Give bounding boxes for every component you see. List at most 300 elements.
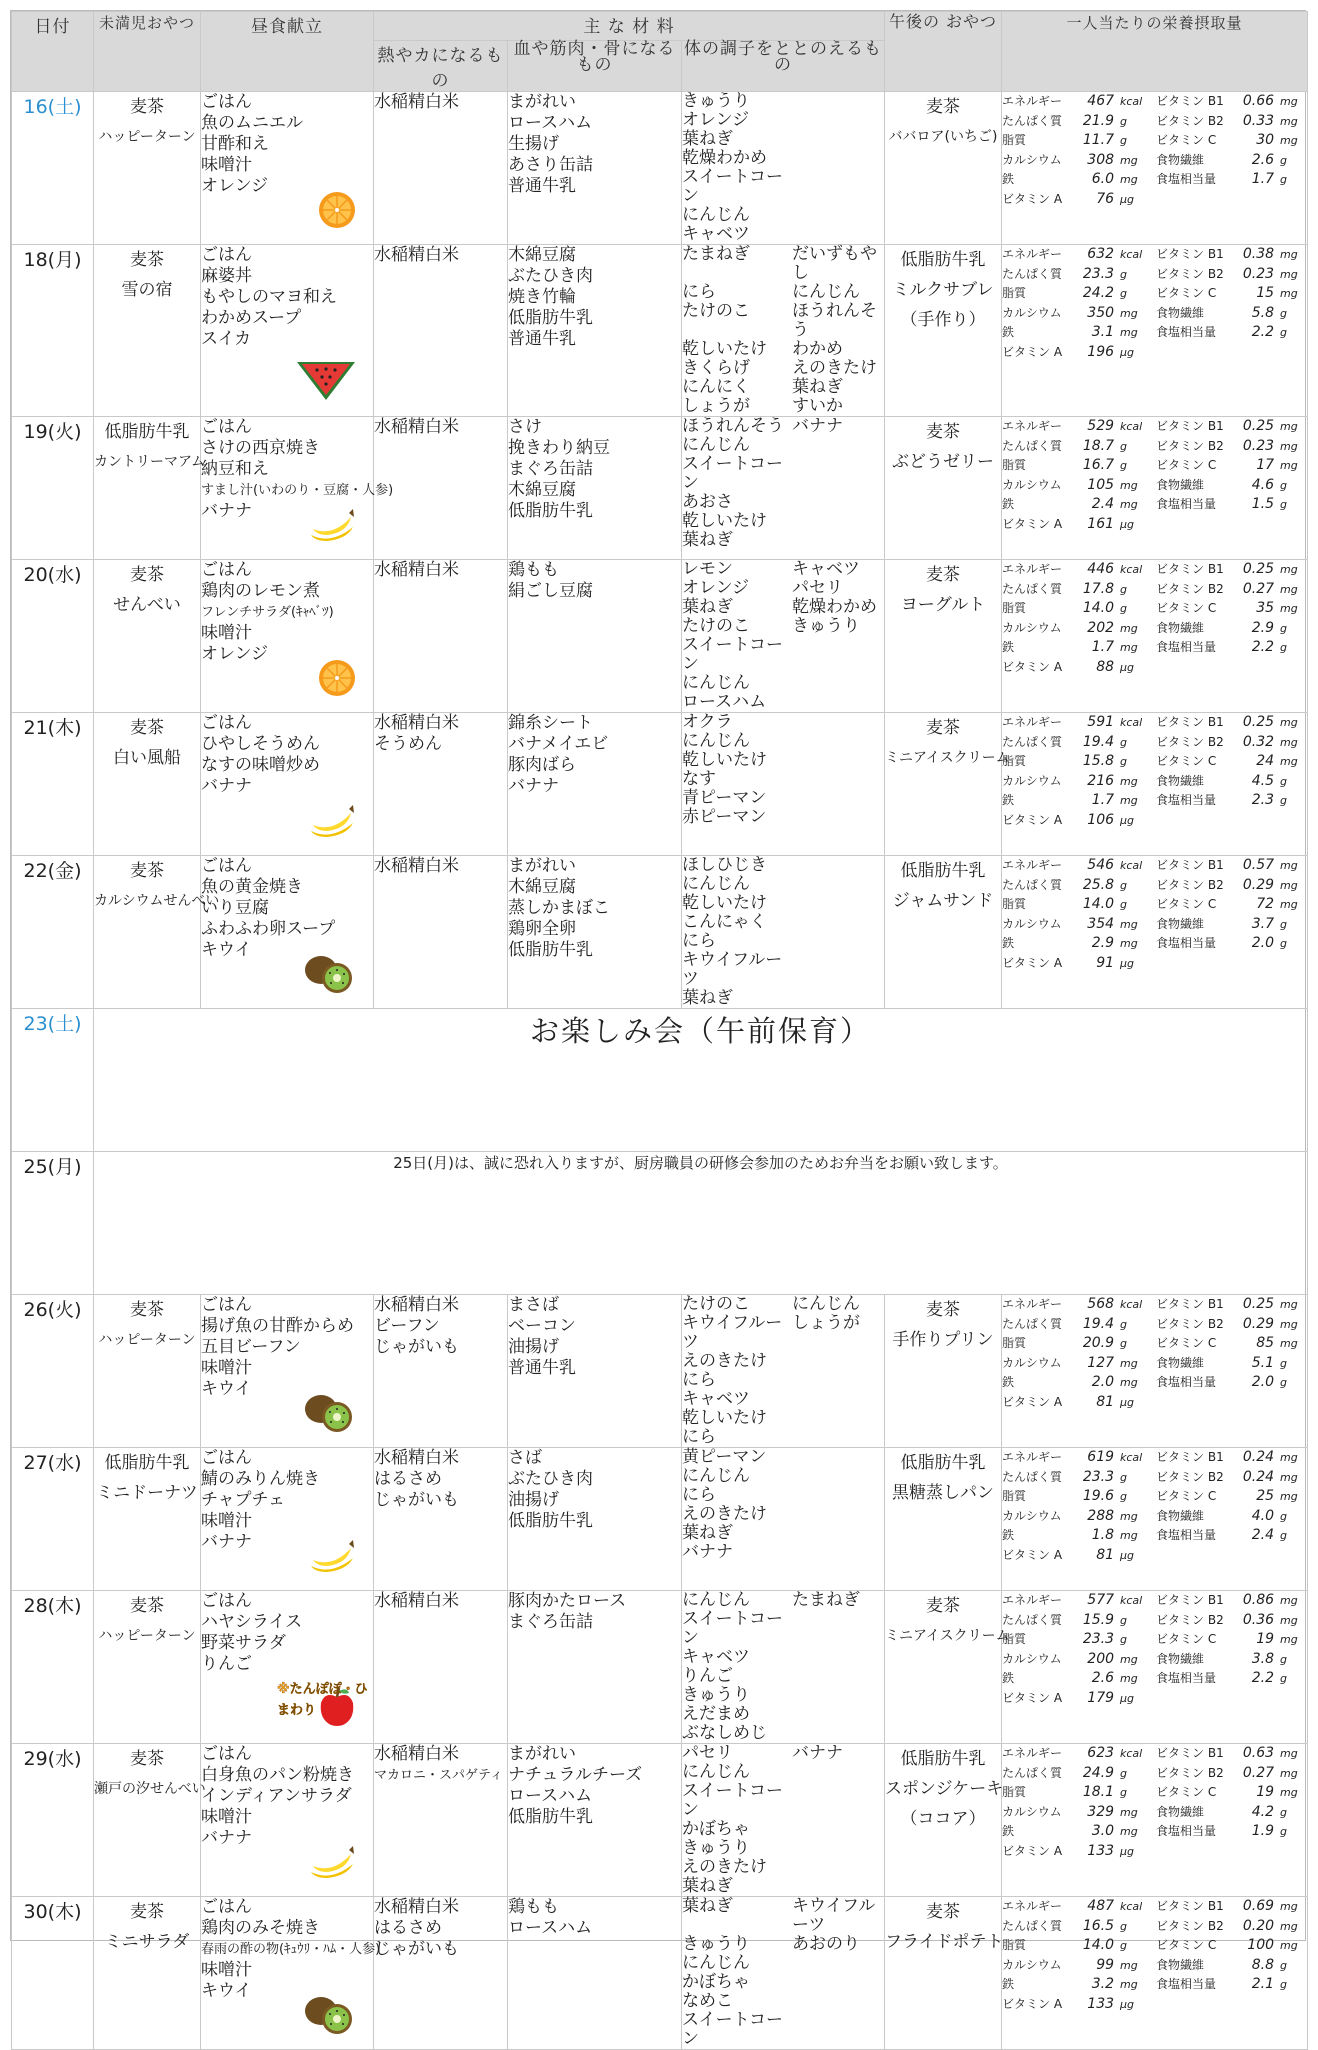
- nutrient-label-vitB1: ビタミン B1: [1156, 1450, 1224, 1464]
- nutrient-unit: g: [1280, 173, 1287, 186]
- infant-snack-cell: [94, 856, 220, 1009]
- nutrient-unit: mg: [1280, 1451, 1298, 1464]
- nutrient-label-vitA: ビタミン A: [1002, 955, 1063, 970]
- nutrient-unit: mg: [1280, 735, 1298, 749]
- material-line: [682, 1467, 884, 1486]
- lunch-item: 麻婆丼: [201, 266, 252, 286]
- nutrient-unit: g: [1280, 1825, 1287, 1838]
- lunch-item: ごはん: [201, 1591, 252, 1611]
- nutrient-value-calcium: 354: [1087, 915, 1115, 932]
- nutrient-label-fat: 脂質: [1002, 1489, 1027, 1503]
- nutrient-label-vitB1: ビタミン B1: [1156, 1899, 1224, 1913]
- material-line: [682, 302, 884, 340]
- lunch-item: スイカ: [201, 329, 252, 349]
- material-item: 鶏卵全卵: [508, 919, 576, 939]
- nutrient-value-protein: 24.9: [1082, 1764, 1115, 1781]
- material-line: [682, 1524, 884, 1543]
- nutrient-label-vitC: ビタミン C: [1156, 1785, 1217, 1799]
- material-item: にら: [682, 1485, 716, 1505]
- lunch-cell: [201, 713, 374, 856]
- nutrient-unit: g: [1120, 898, 1127, 911]
- material-line: [682, 2011, 884, 2049]
- nutrient-value-iron: 3.2: [1091, 1976, 1115, 1992]
- lunch-item: インディアンサラダ: [201, 1786, 352, 1806]
- material-item: 水稲精白米: [374, 417, 459, 437]
- infant-snack-cell: [94, 417, 206, 560]
- material-item: まがれい: [508, 92, 576, 112]
- nutrient-value-vitB2: 0.27: [1242, 1764, 1275, 1781]
- lunch-item: ごはん: [201, 92, 252, 112]
- nutrient-value-energy: 568: [1087, 1296, 1115, 1312]
- body-materials-cell: [682, 245, 885, 417]
- material-item: 鶏もも: [508, 1897, 559, 1917]
- nutrition-cell: [1002, 856, 1308, 1009]
- nutrient-label-vitA: ビタミン A: [1002, 1394, 1063, 1409]
- menu-row: [12, 92, 1308, 245]
- infant-snack-item: 麦茶: [130, 250, 164, 270]
- nutrient-value-vitB2: 0.23: [1242, 265, 1275, 282]
- nutrient-value-vitC: 17: [1256, 457, 1275, 473]
- nutrition-grid: [1002, 1591, 1307, 1708]
- material-item: 乾しいたけ: [682, 511, 767, 531]
- lunch-item: 魚の黄金焼き: [201, 877, 303, 897]
- material-line: [682, 283, 884, 302]
- material-item: ベーコン: [508, 1316, 576, 1336]
- nutrient-unit: g: [1280, 1376, 1287, 1389]
- nutrient-unit: mg: [1280, 1613, 1298, 1627]
- nutrient-label-protein: たんぱく質: [1002, 113, 1063, 128]
- material-item: パセリ: [792, 578, 843, 598]
- material-line: [682, 149, 884, 168]
- nutrient-value-protein: 25.8: [1082, 876, 1115, 893]
- material-line: [682, 713, 884, 732]
- nutrient-value-salt: 2.3: [1251, 792, 1275, 808]
- infant-snack-item: 低脂肪牛乳: [104, 422, 190, 442]
- nutrient-value-energy: 546: [1087, 857, 1115, 873]
- nutrient-value-salt: 1.5: [1251, 496, 1275, 512]
- nutrient-unit: mg: [1280, 1317, 1298, 1331]
- material-item: しょうが: [792, 1313, 860, 1333]
- material-line: [682, 1877, 884, 1896]
- lunch-item: バナナ: [201, 501, 252, 521]
- nutrient-label-calcium: カルシウム: [1002, 916, 1062, 931]
- material-item: 低脂肪牛乳: [508, 308, 593, 328]
- nutrient-label-fat: 脂質: [1002, 1632, 1027, 1646]
- material-item: にんじん: [682, 1762, 750, 1782]
- nutrient-unit: g: [1120, 1786, 1127, 1799]
- material-item: 葉ねぎ: [682, 1876, 733, 1896]
- material-item: じゃがいも: [374, 1337, 459, 1357]
- material-line: [682, 1973, 884, 1992]
- material-line: [682, 789, 884, 808]
- afternoon-snack-cell: [885, 1448, 1002, 1591]
- nutrient-label-fiber: 食物繊維: [1156, 1355, 1205, 1370]
- nutrient-label-fat: 脂質: [1002, 133, 1027, 147]
- material-line: [682, 1839, 884, 1858]
- material-item: さけ: [508, 417, 542, 437]
- nutrient-value-fiber: 2.9: [1251, 619, 1275, 636]
- material-item: キウイフルーツ: [682, 1313, 783, 1352]
- nutrient-unit: g: [1280, 153, 1287, 167]
- nutrient-unit: mg: [1280, 1786, 1298, 1799]
- nutrient-value-calcium: 216: [1087, 772, 1115, 789]
- nutrient-value-iron: 2.4: [1091, 496, 1115, 512]
- infant-snack-cell: [94, 1744, 206, 1897]
- material-line: [682, 1591, 884, 1610]
- afternoon-snack-item: 麦茶: [926, 422, 961, 442]
- nutrient-value-vitA: 76: [1096, 190, 1115, 207]
- nutrient-unit: μg: [1120, 1997, 1134, 2011]
- nutrient-label-vitB2: ビタミン B2: [1156, 1316, 1224, 1331]
- lunch-item: 味噌汁: [201, 1511, 252, 1531]
- nutrient-label-energy: エネルギー: [1002, 858, 1063, 872]
- nutrient-value-fiber: 4.5: [1251, 772, 1275, 789]
- infant-snack-item: せんべい: [113, 595, 181, 615]
- material-item: 絹ごし豆腐: [508, 581, 593, 601]
- material-item: かぼちゃ: [682, 1972, 750, 1992]
- nutrient-value-iron: 6.0: [1091, 171, 1115, 187]
- material-item: たけのこ: [682, 301, 750, 321]
- material-line: [682, 1428, 884, 1447]
- lunch-item: ふわふわ卵スープ: [201, 919, 336, 939]
- blood-materials-cell: [508, 1744, 682, 1897]
- material-item: 青ピーマン: [682, 788, 767, 808]
- material-line: [682, 1763, 884, 1782]
- nutrient-unit: kcal: [1120, 420, 1143, 433]
- header-afternoon: 午後の おやつ: [885, 12, 1002, 92]
- lunch-item: 味噌汁: [201, 1358, 252, 1378]
- material-item: 葉ねぎ: [682, 1523, 733, 1543]
- material-item: たけのこ: [682, 616, 750, 636]
- lunch-item: もやしのマヨ和え: [201, 287, 337, 307]
- nutrient-unit: mg: [1120, 173, 1138, 186]
- body-materials-cell: [682, 713, 885, 856]
- notice-row: [12, 1152, 1308, 1295]
- afternoon-snack-item: 低脂肪牛乳: [900, 1749, 986, 1769]
- nutrient-value-vitB1: 0.25: [1242, 714, 1275, 730]
- nutrient-unit: mg: [1280, 755, 1298, 768]
- material-line: [682, 130, 884, 149]
- infant-snack-item: ハッピーターン: [98, 129, 196, 145]
- material-line: [682, 1505, 884, 1524]
- nutrient-unit: kcal: [1120, 859, 1143, 872]
- nutrient-value-salt: 2.4: [1251, 1527, 1275, 1543]
- material-item: にら: [682, 1427, 716, 1447]
- material-item: さば: [508, 1448, 542, 1468]
- nutrient-label-vitA: ビタミン A: [1002, 191, 1063, 206]
- material-line: [682, 932, 884, 951]
- material-item: たけのこ: [682, 1294, 750, 1314]
- material-item: ナチュラルチーズ: [508, 1765, 643, 1785]
- energy-materials-cell: [374, 1744, 508, 1897]
- nutrient-unit: mg: [1120, 326, 1138, 339]
- nutrient-label-iron: 鉄: [1002, 325, 1015, 339]
- infant-snack-item: 麦茶: [130, 1596, 164, 1616]
- nutrient-unit: g: [1120, 1613, 1127, 1627]
- nutrient-label-fat: 脂質: [1002, 458, 1027, 472]
- body-materials-cell: [682, 1295, 885, 1448]
- nutrient-unit: g: [1120, 267, 1127, 281]
- material-item: にら: [682, 931, 716, 951]
- nutrient-unit: g: [1280, 498, 1287, 511]
- material-line: [682, 674, 884, 693]
- lunch-item: 鶏肉のみそ焼き: [201, 1918, 320, 1938]
- nutrient-value-iron: 3.0: [1091, 1823, 1115, 1839]
- material-line: [682, 1610, 884, 1648]
- material-line: [682, 206, 884, 225]
- material-item: オレンジ: [682, 110, 750, 130]
- nutrient-label-fiber: 食物繊維: [1156, 1957, 1205, 1972]
- material-item: にんじん: [792, 1294, 860, 1314]
- nutrient-value-vitB2: 0.23: [1242, 437, 1275, 454]
- nutrient-value-protein: 17.8: [1082, 580, 1115, 597]
- infant-snack-item: 低脂肪牛乳: [104, 1453, 190, 1473]
- body-materials-cell: [682, 1448, 885, 1591]
- material-item: にんじん: [682, 731, 750, 751]
- nutrient-label-energy: エネルギー: [1002, 715, 1063, 729]
- material-item: えだまめ: [682, 1704, 750, 1724]
- nutrient-unit: g: [1120, 878, 1127, 892]
- material-line: [682, 1744, 884, 1763]
- nutrient-label-calcium: カルシウム: [1002, 1957, 1062, 1972]
- nutrient-unit: g: [1120, 1317, 1127, 1331]
- material-line: [682, 512, 884, 531]
- nutrient-label-vitB1: ビタミン B1: [1156, 247, 1224, 261]
- nutrient-label-salt: 食塩相当量: [1156, 1375, 1217, 1389]
- material-line: [682, 1935, 884, 1954]
- row-date: 27(水): [12, 1448, 94, 1591]
- nutrient-label-energy: エネルギー: [1002, 1297, 1063, 1311]
- material-item: マカロニ・スパゲティ: [374, 1768, 503, 1783]
- nutrient-unit: mg: [1120, 621, 1138, 635]
- nutrient-label-calcium: カルシウム: [1002, 1355, 1062, 1370]
- nutrient-value-vitB1: 0.69: [1242, 1898, 1275, 1914]
- afternoon-snack-cell: [885, 856, 1002, 1009]
- nutrient-unit: g: [1120, 1939, 1127, 1952]
- lunch-item: ごはん: [201, 856, 252, 876]
- material-item: 葉ねぎ: [682, 1896, 733, 1916]
- material-line: [682, 1724, 884, 1743]
- lunch-item: 納豆和え: [201, 459, 269, 479]
- nutrient-value-calcium: 202: [1087, 619, 1115, 636]
- nutrient-unit: mg: [1280, 1747, 1298, 1760]
- infant-snack-cell: [94, 1295, 201, 1448]
- nutrient-value-salt: 2.2: [1251, 324, 1275, 340]
- infant-snack-item: カルシウムせんべい: [94, 893, 220, 909]
- blood-materials-cell: [508, 1295, 682, 1448]
- infant-snack-item: ミニドーナツ: [96, 1483, 198, 1503]
- body-materials-cell: [682, 856, 885, 1009]
- material-item: キャベツ: [682, 224, 750, 244]
- afternoon-snack-item: ぶどうゼリー: [892, 452, 995, 472]
- nutrient-unit: mg: [1120, 153, 1138, 167]
- nutrient-label-vitB2: ビタミン B2: [1156, 877, 1224, 892]
- infant-snack-item: 白い風船: [113, 748, 181, 768]
- material-item: まがれい: [508, 1744, 576, 1764]
- material-item: スイートコーン: [682, 635, 783, 674]
- nutrient-value-fat: 14.0: [1082, 1937, 1115, 1953]
- nutrient-value-fat: 23.3: [1082, 1631, 1115, 1647]
- afternoon-snack-item: 麦茶: [926, 1300, 961, 1320]
- material-line: [682, 417, 884, 436]
- nutrient-unit: kcal: [1120, 1900, 1143, 1913]
- infant-snack-cell: [94, 1591, 201, 1744]
- material-item: あさり缶詰: [508, 155, 593, 175]
- nutrient-label-iron: 鉄: [1002, 497, 1015, 511]
- body-materials-cell: [682, 560, 885, 713]
- nutrient-label-fiber: 食物繊維: [1156, 477, 1205, 492]
- material-line: [682, 636, 884, 674]
- energy-materials-cell: [374, 1448, 508, 1591]
- afternoon-snack-item: ジャムサンド: [892, 891, 994, 911]
- nutrient-value-vitB2: 0.24: [1242, 1468, 1275, 1485]
- nutrient-label-salt: 食塩相当量: [1156, 793, 1217, 807]
- infant-snack-item: 麦茶: [130, 861, 164, 881]
- nutrient-unit: mg: [1280, 878, 1298, 892]
- nutrient-unit: g: [1280, 478, 1287, 492]
- nutrient-unit: g: [1120, 134, 1127, 147]
- lunch-item: 野菜サラダ: [201, 1633, 286, 1653]
- orange-icon: [317, 190, 357, 236]
- nutrient-unit: μg: [1120, 517, 1134, 531]
- material-line: [682, 751, 884, 770]
- nutrient-value-iron: 3.1: [1091, 324, 1115, 340]
- nutrient-unit: μg: [1120, 192, 1134, 206]
- material-item: まがれい: [508, 856, 576, 876]
- material-item: ぶなしめじ: [682, 1723, 767, 1743]
- lunch-item: オレンジ: [201, 644, 269, 664]
- nutrient-label-fiber: 食物繊維: [1156, 1508, 1205, 1523]
- lunch-cell: [201, 1744, 374, 1897]
- nutrient-label-vitB1: ビタミン B1: [1156, 715, 1224, 729]
- nutrient-value-protein: 23.3: [1082, 265, 1115, 282]
- lunch-item: 味噌汁: [201, 155, 252, 175]
- nutrient-unit: kcal: [1120, 1451, 1143, 1464]
- nutrient-value-fiber: 5.8: [1251, 304, 1275, 321]
- nutrient-unit: mg: [1120, 306, 1138, 320]
- nutrient-label-vitA: ビタミン A: [1002, 1690, 1063, 1705]
- material-item: なす: [682, 769, 716, 789]
- lunch-item: キウイ: [201, 1981, 252, 2001]
- material-line: [682, 1782, 884, 1820]
- nutrient-label-calcium: カルシウム: [1002, 477, 1062, 492]
- nutrient-value-fat: 14.0: [1082, 896, 1115, 912]
- nutrient-unit: mg: [1120, 1652, 1138, 1666]
- nutrient-value-protein: 19.4: [1082, 1315, 1115, 1332]
- material-line: [682, 913, 884, 932]
- material-item: 水稲精白米: [374, 1295, 459, 1315]
- material-item: 乾しいたけ: [682, 893, 767, 913]
- nutrient-label-vitC: ビタミン C: [1156, 897, 1217, 911]
- menu-row: [12, 1744, 1308, 1897]
- nutrient-unit: mg: [1280, 1919, 1298, 1933]
- infant-snack-item: ハッピーターン: [98, 1332, 196, 1348]
- material-item: ロースハム: [508, 1786, 593, 1806]
- nutrient-value-protein: 23.3: [1082, 1468, 1115, 1485]
- lunch-item: 春雨の酢の物(ｷｭｳﾘ・ﾊﾑ・人参): [201, 1942, 381, 1957]
- nutrient-label-vitC: ビタミン C: [1156, 1632, 1217, 1646]
- nutrient-label-vitB1: ビタミン B1: [1156, 858, 1224, 872]
- nutrient-label-salt: 食塩相当量: [1156, 1824, 1217, 1838]
- afternoon-snack-item: 低脂肪牛乳: [900, 861, 986, 881]
- orange-icon: [317, 658, 357, 704]
- material-item: スイートコーン: [682, 167, 783, 206]
- nutrient-label-vitC: ビタミン C: [1156, 1938, 1217, 1952]
- material-line: [682, 1648, 884, 1667]
- nutrient-unit: g: [1120, 735, 1127, 749]
- nutrient-value-vitA: 91: [1096, 954, 1115, 971]
- material-line: [682, 493, 884, 512]
- material-item: にんにく: [682, 377, 750, 397]
- nutrient-unit: g: [1280, 917, 1287, 931]
- nutrition-cell: [1002, 1295, 1308, 1448]
- body-materials-cell: [682, 1744, 885, 1897]
- nutrient-label-iron: 鉄: [1002, 936, 1015, 950]
- material-item: はるさめ: [374, 1918, 442, 1938]
- blood-materials-cell: [508, 245, 682, 417]
- material-item: 木綿豆腐: [508, 480, 576, 500]
- infant-snack-item: 麦茶: [130, 565, 164, 585]
- material-item: 水稲精白米: [374, 1448, 459, 1468]
- nutrient-value-vitB2: 0.27: [1242, 580, 1275, 597]
- nutrient-unit: mg: [1280, 716, 1298, 729]
- nutrient-unit: mg: [1280, 1470, 1298, 1484]
- material-item: えのきたけ: [682, 1351, 767, 1371]
- nutrient-value-salt: 1.7: [1251, 171, 1275, 187]
- nutrient-unit: kcal: [1120, 716, 1143, 729]
- nutrient-label-calcium: カルシウム: [1002, 1508, 1062, 1523]
- row-date: 23(土): [12, 1009, 94, 1152]
- lunch-cell: [201, 1591, 374, 1744]
- lunch-item: ごはん: [201, 713, 252, 733]
- material-item: たまねぎ: [792, 1590, 860, 1610]
- nutrient-unit: g: [1120, 1633, 1127, 1646]
- nutrient-value-salt: 2.2: [1251, 639, 1275, 655]
- material-item: 木綿豆腐: [508, 245, 576, 265]
- lunch-item: チャプチェ: [201, 1490, 285, 1510]
- material-item: バナナ: [508, 776, 559, 796]
- material-line: [682, 1992, 884, 2011]
- nutrient-value-fat: 11.7: [1082, 132, 1115, 148]
- nutrient-value-vitA: 88: [1096, 658, 1115, 675]
- nutrient-unit: mg: [1120, 1805, 1138, 1819]
- nutrient-label-vitB2: ビタミン B2: [1156, 438, 1224, 453]
- infant-snack-item: 麦茶: [130, 1902, 164, 1922]
- nutrient-label-protein: たんぱく質: [1002, 266, 1063, 281]
- nutrient-value-protein: 21.9: [1082, 112, 1115, 129]
- material-item: あおのり: [792, 1934, 860, 1954]
- lunch-notice: 25日(月)は、誠に恐れ入りますが、厨房職員の研修会参加のためお弁当をお願い致します。: [94, 1152, 1308, 1295]
- material-item: ほうれんそう: [792, 301, 877, 340]
- lunch-item: 鯖のみりん焼き: [201, 1469, 320, 1489]
- header-energy: 熱やカになるもの: [374, 41, 508, 92]
- nutrient-label-calcium: カルシウム: [1002, 620, 1062, 635]
- lunch-item: ごはん: [201, 1295, 252, 1315]
- nutrient-value-fat: 16.7: [1082, 457, 1115, 473]
- nutrient-value-fat: 19.6: [1082, 1488, 1115, 1504]
- nutrient-value-vitA: 106: [1087, 811, 1115, 828]
- menu-row: [12, 245, 1308, 417]
- infant-snack-item: 麦茶: [130, 1300, 164, 1320]
- energy-materials-cell: [374, 1897, 508, 2050]
- nutrient-label-fiber: 食物繊維: [1156, 1651, 1205, 1666]
- material-item: 錦糸シート: [508, 713, 593, 733]
- lunch-item: ごはん: [201, 1448, 252, 1468]
- material-item: バナメイエビ: [508, 734, 609, 754]
- lunch-item: ごはん: [201, 560, 252, 580]
- nutrient-unit: g: [1280, 306, 1287, 320]
- nutrient-label-iron: 鉄: [1002, 1671, 1015, 1685]
